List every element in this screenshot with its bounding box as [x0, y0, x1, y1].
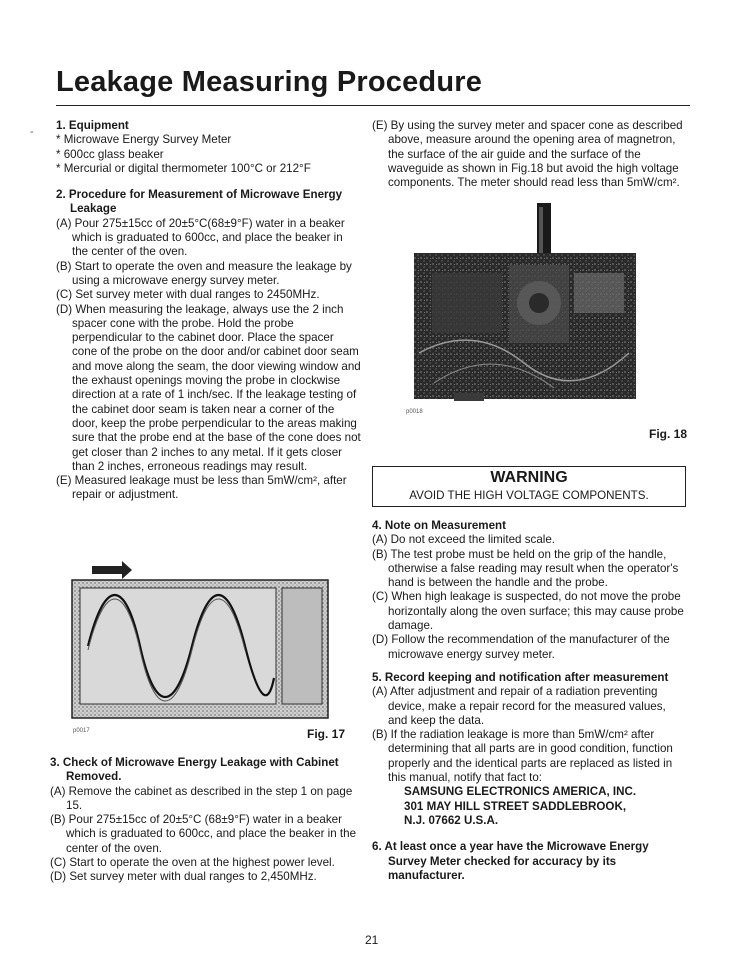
left-column-upper [56, 119, 362, 503]
check-step: (B) Pour 275±15cc of 20±5°C (68±9°F) water in a beaker which is graduated to 600cc, and place the beaker in the center of the oven. [50, 813, 357, 855]
title-rule [56, 105, 690, 106]
equipment-item: * Microwave Energy Survey Meter [56, 133, 232, 147]
procedure-step-e: (E) By using the survey meter and spacer cone as described above, measure around the opening area of magnetron, the surface of the air guide and the surface of the waveguide as shown in Fig.18 but avoid the high voltage components. The meter should read less than 5mW/cm². [372, 119, 683, 190]
record-item: (B) If the radiation leakage is more than 5mW/cm² after determining that all parts are in good condition, function properly and the identical parts are replaced as listed in this manual, notify that fact to: [372, 728, 673, 785]
left-column-lower [50, 756, 362, 885]
note-item: (B) The test probe must be held on the grip of the handle, otherwise a false reading may result when the operator's hand is between the handle and the probe. [372, 547, 679, 590]
section-2-title: 2. Procedure for Measurement of Microwave Energy Leakage [56, 188, 343, 216]
warning-title: WARNING [490, 469, 568, 486]
section-3-title: 3. Check of Microwave Energy Leakage with Cabinet Removed. [50, 756, 339, 784]
address-line: 301 MAY HILL STREET SADDLEBROOK, [404, 799, 627, 813]
fig18-magnetron-photo [414, 203, 636, 413]
margin-mark: - [30, 126, 34, 138]
right-column-upper [372, 119, 686, 190]
check-step: (A) Remove the cabinet as described in the step 1 on page 15. [50, 784, 353, 812]
procedure-step: (B) Start to operate the oven and measure the leakage by using a microwave energy survey meter. [56, 259, 352, 287]
procedure-step: (E) Measured leakage must be less than 5mW/cm², after repair or adjustment. [56, 474, 347, 502]
equipment-item: * Mercurial or digital thermometer 100°C or 212°F [56, 161, 311, 175]
address-line: N.J. 07662 U.S.A. [404, 813, 499, 827]
section-1-title: 1. Equipment [56, 119, 129, 132]
fig18-id: p0018 [406, 409, 423, 415]
page-title: Leakage Measuring Procedure [56, 66, 483, 98]
fig17-caption: Fig. 17 [307, 727, 346, 741]
note-item: (C) When high leakage is suspected, do not move the probe horizontally along the oven surface; this may cause probe damage. [372, 590, 684, 633]
procedure-step: (A) Pour 275±15cc of 20±5°C(68±9°F) water in a beaker which is graduated to 600cc, and place the beaker in the center of the oven. [56, 216, 345, 259]
warning-box [372, 466, 686, 507]
procedure-step: (C) Set survey meter with dual ranges to 2450MHz. [56, 288, 320, 302]
warning-text: AVOID THE HIGH VOLTAGE COMPONENTS. [409, 489, 649, 502]
note-item: (D) Follow the recommendation of the manufacturer of the microwave energy survey meter. [372, 633, 670, 661]
equipment-item: * 600cc glass beaker [56, 147, 164, 161]
fig17-door-scan-illustration [70, 558, 332, 720]
right-column-lower [372, 519, 686, 883]
fig17-id: p0017 [73, 728, 90, 734]
section-5-title: 5. Record keeping and notification after measurement [372, 670, 669, 684]
record-item: (A) After adjustment and repair of a radiation preventing device, make a repair record for the measured values, and keep the data. [372, 685, 666, 727]
address-line: SAMSUNG ELECTRONICS AMERICA, INC. [404, 785, 637, 799]
section-4-title: 4. Note on Measurement [372, 519, 507, 532]
section-6-title: 6. At least once a year have the Microwave Energy Survey Meter checked for accuracy by its manufacturer. [372, 840, 649, 882]
procedure-step: (D) When measuring the leakage, always use the 2 inch spacer cone with the probe. Hold the probe perpendicular to the cabinet door. Place the spacer cone of the probe on the door and/or cabinet door seam and move along the seam, the door viewing window and the exhaust openings moving the probe in clockwise direction at a rate of 1 inch/sec. If the leakage testing of the cabinet door seam is taken near a corner of the door, keep the probe perpendicular to the areas making sure that the probe end at the base of the cone does not get closer than 2 inches to any metal. If it gets closer than 2 inches, erroneous readings may result. [56, 302, 361, 473]
page-number: 21 [365, 933, 379, 947]
check-step: (C) Start to operate the oven at the highest power level. [50, 856, 335, 870]
note-item: (A) Do not exceed the limited scale. [372, 533, 556, 547]
fig18-caption: Fig. 18 [649, 427, 688, 441]
check-step: (D) Set survey meter with dual ranges to 2,450MHz. [50, 870, 317, 884]
